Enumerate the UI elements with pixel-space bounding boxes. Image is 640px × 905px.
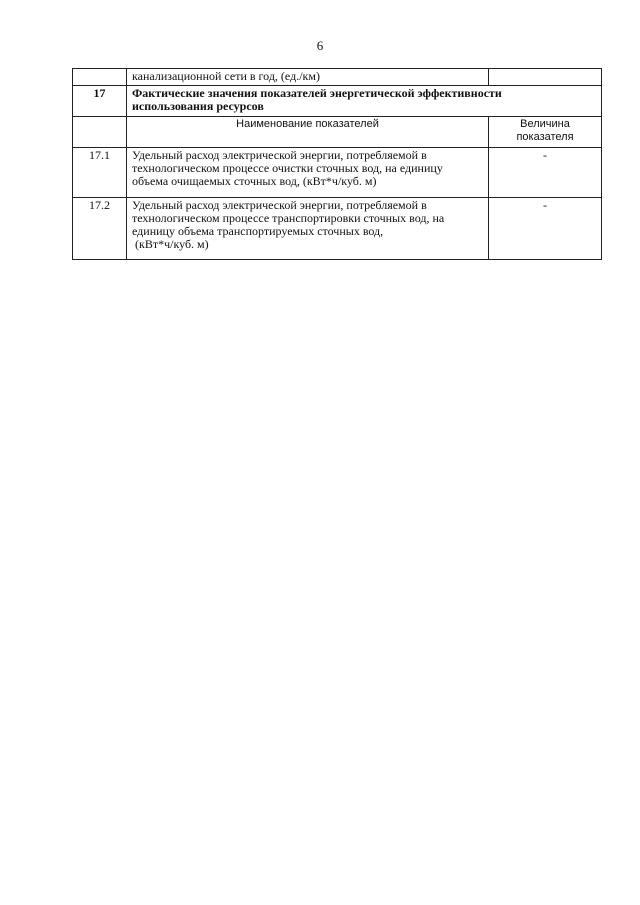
table-row-17-1: [73, 148, 602, 198]
section-title: [127, 86, 602, 117]
header-value-cell: [489, 117, 602, 148]
row-description-line: Удельный расход электрической энергии, потребляемой в: [132, 198, 427, 212]
header-value-line-1: Величина: [520, 118, 570, 130]
row-description: [127, 198, 489, 260]
header-num-cell: [73, 117, 127, 148]
table-header-row: [73, 117, 602, 148]
section-title-line-1: Фактические значения показателей энергетической эффективности: [132, 86, 502, 100]
header-value-line-2: показателя: [516, 131, 574, 143]
page-number: 6: [316, 38, 324, 53]
row-description-line: технологическом процессе очистки сточных вод, на единицу: [132, 161, 443, 175]
continuation-value-cell: [489, 69, 602, 86]
row-description-line: (кВт*ч/куб. м): [135, 237, 209, 251]
row-description-line: объема очищаемых сточных вод, (кВт*ч/куб. м): [132, 174, 377, 188]
row-description-line: Удельный расход электрической энергии, потребляемой в: [132, 148, 427, 162]
row-value: -: [489, 198, 602, 260]
row-description-line: технологическом процессе транспортировки сточных вод, на: [132, 211, 445, 225]
table-row-17-2: [73, 198, 602, 260]
row-description-line: единицу объема транспортируемых сточных вод,: [132, 224, 384, 238]
row-number: 17.2: [73, 198, 127, 260]
section-title-line-2: использования ресурсов: [132, 99, 264, 113]
header-name-cell: Наименование показателей: [127, 117, 489, 148]
continuation-num-cell: [73, 69, 127, 86]
row-description: [127, 148, 489, 198]
continuation-name-cell: канализационной сети в год, (ед./км): [127, 69, 489, 86]
row-number: 17.1: [73, 148, 127, 198]
table-row-section: [73, 86, 602, 117]
indicators-table: [72, 68, 602, 260]
row-value: -: [489, 148, 602, 198]
section-number: 17: [73, 86, 127, 117]
table-row-continuation: [73, 69, 602, 86]
